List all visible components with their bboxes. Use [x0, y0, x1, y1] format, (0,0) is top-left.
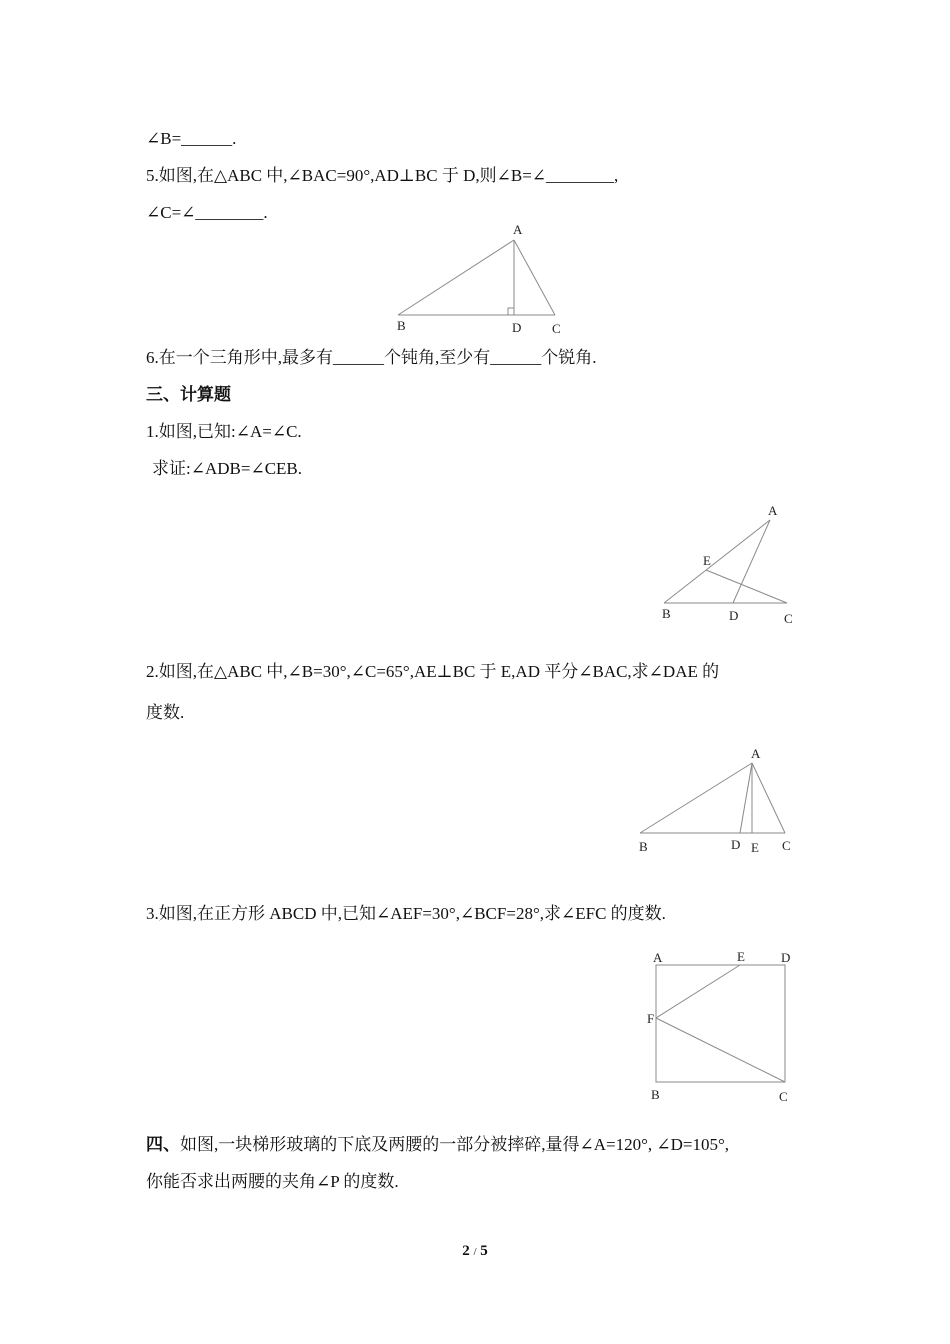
label-a: A [653, 950, 663, 965]
label-d: D [729, 608, 739, 623]
section-4-question [146, 1133, 729, 1157]
question-6: 6.在一个三角形中,最多有______个钝角,至少有______个锐角. [146, 348, 597, 367]
label-d: D [731, 837, 741, 852]
label-b: B [397, 318, 406, 333]
page-number [0, 1243, 950, 1260]
label-c: C [782, 838, 791, 853]
question-5-cont: ∠C=∠________. [146, 203, 268, 222]
label-b: B [651, 1087, 660, 1102]
page-current: 2 [462, 1243, 470, 1259]
section-4-text: 如图,一块梯形玻璃的下底及两腰的一部分被摔碎,量得∠A=120°, ∠D=105°, [180, 1135, 730, 1154]
label-d: D [512, 320, 522, 335]
label-c: C [779, 1089, 788, 1104]
calc-question-2-cont: 度数. [146, 703, 185, 722]
label-a: A [768, 503, 778, 518]
label-b: B [639, 839, 648, 854]
label-f: F [647, 1011, 655, 1026]
label-e: E [751, 840, 759, 855]
calc-question-3: 3.如图,在正方形 ABCD 中,已知∠AEF=30°,∠BCF=28°,求∠EFC 的度数. [146, 904, 666, 923]
label-e: E [737, 949, 745, 964]
section-heading-3: 三、计算题 [146, 385, 231, 404]
section-4-question-cont: 你能否求出两腰的夹角∠P 的度数. [146, 1172, 399, 1191]
text-line-1: ∠B=______. [146, 129, 237, 148]
calc-question-2: 2.如图,在△ABC 中,∠B=30°,∠C=65°,AE⊥BC 于 E,AD 平分∠BAC,求∠DAE 的 [146, 662, 720, 681]
label-a: A [513, 222, 523, 237]
question-5: 5.如图,在△ABC 中,∠BAC=90°,AD⊥BC 于 D,则∠B=∠________, [146, 166, 619, 185]
label-a: A [751, 746, 761, 761]
label-c: C [552, 321, 561, 336]
label-d: D [781, 950, 791, 965]
label-e: E [703, 553, 711, 568]
calc-question-1: 1.如图,已知:∠A=∠C. [146, 422, 302, 441]
segment-fe [656, 965, 740, 1018]
page-total: 5 [480, 1243, 488, 1259]
calc-question-1-prove: 求证:∠ADB=∠CEB. [152, 459, 303, 478]
segment-fc [656, 1018, 785, 1082]
page-separator: / [473, 1246, 477, 1258]
section-heading-4: 四、 [146, 1135, 180, 1154]
label-c: C [784, 611, 793, 626]
square-abcd [656, 965, 785, 1082]
label-b: B [662, 606, 671, 621]
